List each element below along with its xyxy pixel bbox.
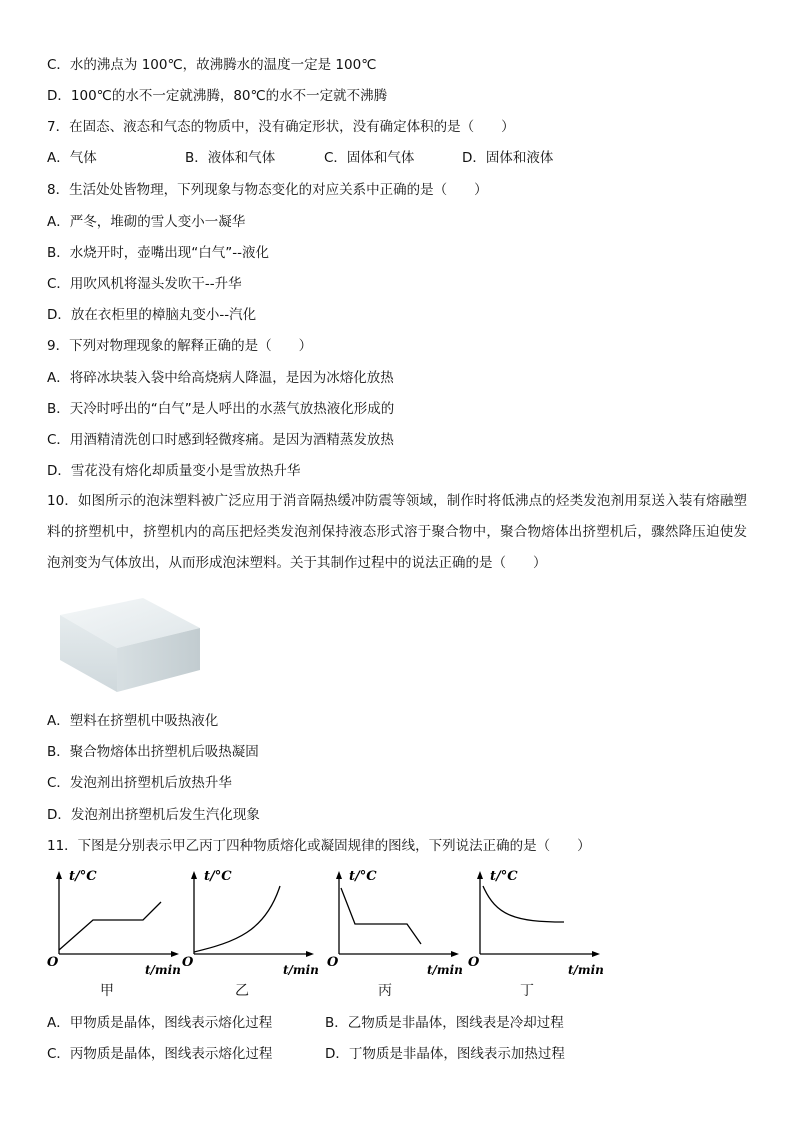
q10-option-c: C．发泡剂出挤塑机后放热升华: [47, 775, 232, 791]
graph-yi: [180, 866, 320, 982]
question-7-stem: 7．在固态、液态和气态的物质中，没有确定形状，没有确定体积的是（ ）: [47, 119, 515, 135]
q7-option-a: A．气体: [47, 150, 97, 166]
q11-option-a: A．甲物质是晶体，图线表示熔化过程: [47, 1015, 273, 1031]
q8-option-d: D．放在衣柜里的樟脑丸变小--汽化: [47, 307, 257, 323]
graph-bing-xlabel: t/min: [427, 963, 463, 977]
q8-option-c: C．用吹风机将湿头发吹干--升华: [47, 276, 242, 292]
q11-option-d: D．丁物质是非晶体，图线表示加热过程: [325, 1046, 565, 1062]
q8-option-a: A．严冬，堆砌的雪人变小一凝华: [47, 214, 246, 230]
graph-yi-ylabel: t/°C: [204, 869, 232, 884]
graph-ding-label: 丁: [520, 983, 534, 999]
graph-ding-xlabel: t/min: [568, 963, 604, 977]
q9-option-d: D．雪花没有熔化却质量变小是雪放热升华: [47, 463, 301, 479]
graph-ding: [466, 866, 606, 982]
q9-option-c: C．用酒精清洗创口时感到轻微疼痛。是因为酒精蒸发放热: [47, 432, 394, 448]
q10-option-d: D．发泡剂出挤塑机后发生汽化现象: [47, 807, 260, 823]
question-9-stem: 9．下列对物理现象的解释正确的是（ ）: [47, 338, 313, 354]
graph-jia: [45, 866, 185, 982]
q7-option-d: D．固体和液体: [462, 150, 554, 166]
question-8-stem: 8．生活处处皆物理，下列现象与物态变化的对应关系中正确的是（ ）: [47, 182, 488, 198]
graph-ding-origin: O: [468, 955, 480, 970]
graph-yi-origin: O: [182, 955, 194, 970]
q8-option-b: B．水烧开时，壶嘴出现“白气”--液化: [47, 245, 269, 261]
graph-jia-origin: O: [47, 955, 59, 970]
graph-bing-origin: O: [327, 955, 339, 970]
q7-option-b: B．液体和气体: [185, 150, 276, 166]
graph-bing-label: 丙: [378, 983, 392, 999]
graph-jia-xlabel: t/min: [145, 963, 181, 977]
option-d-boiling: D．100℃的水不一定就沸腾，80℃的水不一定就不沸腾: [47, 88, 388, 104]
graph-yi-xlabel: t/min: [283, 963, 319, 977]
question-11-stem: 11．下图是分别表示甲乙丙丁四种物质熔化或凝固规律的图线，下列说法正确的是（ ）: [47, 838, 591, 854]
graph-ding-ylabel: t/°C: [490, 869, 518, 884]
graph-jia-label: 甲: [100, 983, 114, 999]
option-c-boiling: C．水的沸点为 100℃，故沸腾水的温度一定是 100℃: [47, 57, 377, 73]
foam-plastic-image: [55, 590, 205, 704]
q7-option-c: C．固体和气体: [324, 150, 415, 166]
q11-option-b: B．乙物质是非晶体，图线表是冷却过程: [325, 1015, 564, 1031]
q11-option-c: C．丙物质是晶体，图线表示熔化过程: [47, 1046, 273, 1062]
q9-option-b: B．天冷时呼出的“白气”是人呼出的水蒸气放热液化形成的: [47, 401, 395, 417]
graph-jia-ylabel: t/°C: [69, 869, 97, 884]
q9-option-a: A．将碎冰块装入袋中给高烧病人降温，是因为冰熔化放热: [47, 370, 394, 386]
graph-yi-label: 乙: [235, 983, 249, 999]
q10-option-a: A．塑料在挤塑机中吸热液化: [47, 713, 219, 729]
question-10-stem: 10．如图所示的泡沫塑料被广泛应用于消音隔热缓冲防震等领域，制作时将低沸点的烃类发泡剂用泵送入装有熔融塑料的挤塑机中，挤塑机内的高压把烃类发泡剂保持液态形式溶于聚合物中，聚合物熔体出挤塑机后，骤然降压迫使发泡剂变为气体放出，从而形成泡沫塑料。关于其制作过程中的说法正确的是（ ）: [47, 493, 747, 571]
graph-bing: [325, 866, 465, 982]
q10-option-b: B．聚合物熔体出挤塑机后吸热凝固: [47, 744, 259, 760]
graph-bing-ylabel: t/°C: [349, 869, 377, 884]
